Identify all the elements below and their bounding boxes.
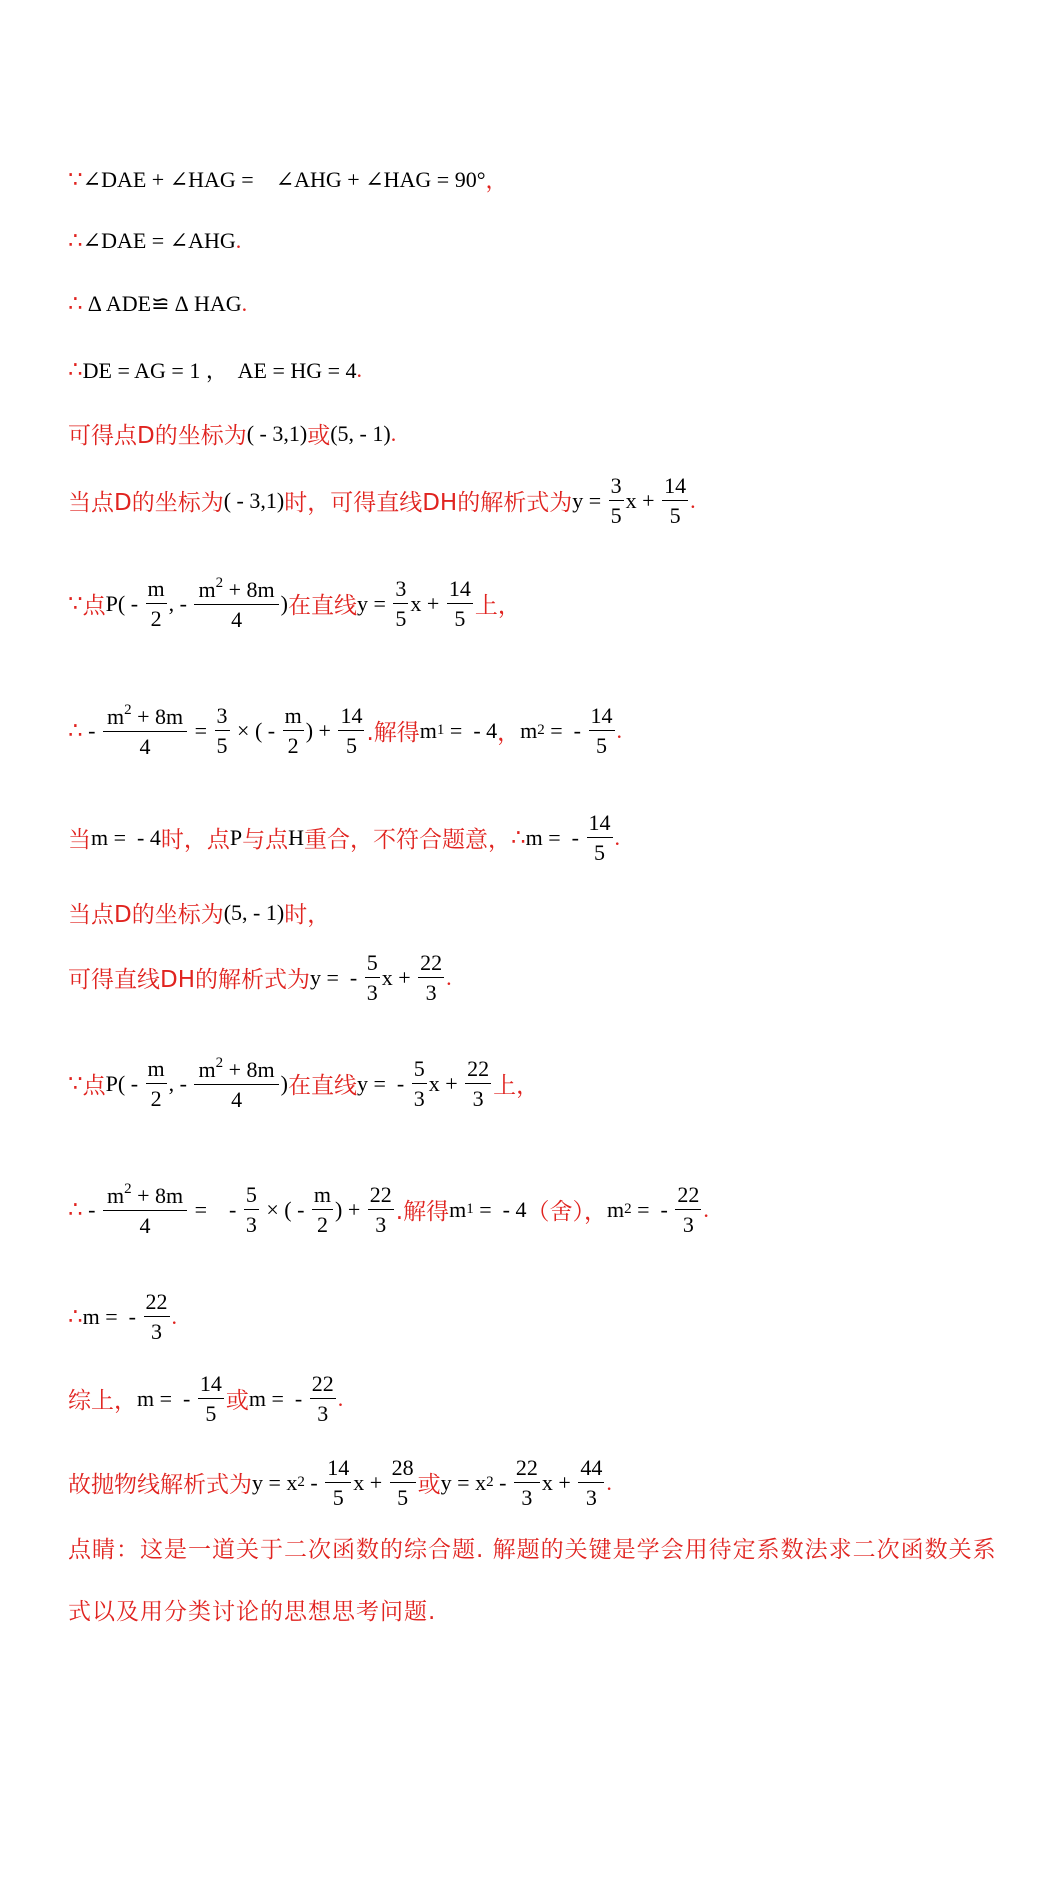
equation-part: × ( - — [231, 717, 281, 743]
proof-line-14 — [68, 1290, 177, 1343]
equation-part: = — [189, 717, 213, 743]
numerator — [103, 703, 187, 732]
fraction — [194, 576, 278, 631]
numerator-rest: + 8m — [131, 704, 184, 729]
angle-equality: ∠DAE = ∠AHG — [82, 228, 236, 253]
variable: m — [449, 1196, 467, 1222]
denominator: 3 — [375, 1212, 387, 1238]
equation-part: x + — [428, 1070, 464, 1096]
numerator: 14 — [325, 1456, 351, 1483]
text-segment: 或 — [225, 1388, 249, 1415]
fraction — [662, 474, 688, 527]
punctuation: . — [606, 1469, 612, 1495]
numerator: m — [146, 577, 167, 604]
fraction — [365, 951, 380, 1004]
subscript: 2 — [537, 722, 545, 739]
equation-part: m = - — [525, 824, 585, 850]
denominator: 3 — [366, 980, 378, 1006]
equation-part: = - — [544, 717, 587, 743]
denominator: 3 — [472, 1086, 484, 1112]
fraction — [310, 1372, 336, 1425]
proof-line-10 — [68, 896, 330, 929]
numerator: 5 — [412, 1057, 427, 1084]
punctuation: . — [235, 228, 242, 253]
text-segment: .解得 — [395, 1199, 450, 1226]
equation-part: , - — [168, 1070, 193, 1096]
therefore-symbol: ∴ — [68, 717, 83, 744]
denominator: 4 — [139, 1213, 151, 1239]
punctuation: . — [390, 420, 397, 446]
punctuation: . — [614, 824, 620, 850]
text-segment: 当点D的坐标为 — [68, 490, 224, 517]
punctuation: ， — [485, 168, 508, 193]
exponent: 2 — [124, 702, 132, 718]
coordinate: ( - 3,1) — [223, 487, 285, 513]
denominator: 3 — [245, 1212, 257, 1238]
fraction — [447, 577, 473, 630]
proof-line-3 — [68, 291, 247, 317]
punctuation: . — [241, 291, 248, 316]
equation-part: x + — [625, 487, 661, 513]
text-segment: 在直线 — [287, 593, 357, 620]
punctuation: . — [337, 1385, 344, 1411]
text-segment: （舍）， — [526, 1199, 607, 1226]
proof-line-6 — [68, 474, 696, 527]
congruence-statement: ∆ ADE≌ ∆ HAG — [82, 291, 242, 316]
equation-part: = - 4 — [444, 717, 498, 743]
denominator: 4 — [231, 607, 243, 633]
therefore-symbol: ∴ — [68, 1196, 83, 1223]
numerator: 22 — [310, 1372, 336, 1399]
proof-line-7 — [68, 576, 521, 631]
angle-equation: ∠DAE + ∠HAG = ∠AHG + ∠HAG = 90° — [82, 166, 486, 192]
numerator: 3 — [215, 704, 230, 731]
numerator: 5 — [365, 951, 380, 978]
denominator: 5 — [332, 1485, 344, 1511]
fraction — [283, 704, 304, 757]
text-segment: 点 — [82, 593, 106, 620]
proof-line-1 — [68, 164, 508, 195]
proof-line-2 — [68, 228, 241, 254]
denominator: 3 — [521, 1485, 533, 1511]
exponent: 2 — [215, 575, 224, 591]
denominator: 5 — [397, 1485, 409, 1511]
numerator: 3 — [393, 577, 408, 604]
punctuation: . — [690, 487, 696, 513]
fraction — [609, 474, 624, 527]
fraction — [465, 1057, 491, 1110]
fraction — [368, 1183, 394, 1236]
punctuation: . — [171, 1303, 177, 1329]
denominator: 2 — [150, 606, 162, 632]
fraction — [587, 811, 613, 864]
fraction — [103, 1182, 187, 1237]
equation-part: x + — [541, 1469, 577, 1495]
equation-part: - — [82, 1196, 101, 1222]
punctuation: . — [616, 717, 622, 743]
numerator-base: m — [106, 704, 125, 729]
numerator-rest: + 8m — [223, 1057, 275, 1082]
numerator: 5 — [244, 1183, 259, 1210]
subscript: 1 — [466, 1201, 474, 1218]
exponent: 2 — [124, 1181, 132, 1197]
text-segment: 与点 — [242, 827, 289, 854]
numerator: 44 — [578, 1456, 604, 1483]
text-segment: 上， — [493, 1073, 540, 1100]
denominator: 4 — [231, 1087, 243, 1113]
denominator: 5 — [610, 503, 622, 529]
equation-part: x + — [353, 1469, 388, 1495]
text-segment: 可得直线DH的解析式为 — [68, 967, 311, 994]
fraction — [146, 577, 167, 630]
point-label: P — [229, 824, 243, 850]
fraction — [312, 1183, 333, 1236]
denominator: 3 — [682, 1212, 694, 1238]
proof-line-13 — [68, 1182, 709, 1237]
exponent: 2 — [215, 1055, 224, 1071]
numerator: 14 — [587, 811, 613, 838]
denominator: 3 — [413, 1086, 425, 1112]
text-segment: 或 — [307, 423, 331, 449]
proof-line-4 — [68, 354, 362, 385]
denominator: 5 — [345, 733, 357, 759]
proof-line-5 — [68, 417, 396, 450]
commentary-paragraph: 点睛：这是一道关于二次函数的综合题. 解题的关键是学会用待定系数法求二次函数关系式以及用分类讨论的思想思考问题. — [68, 1537, 997, 1625]
equation-part: m = - 4 — [91, 824, 161, 850]
numerator-rest: + 8m — [131, 1183, 184, 1208]
equation-part: - — [82, 717, 101, 743]
equation-part: - — [304, 1469, 324, 1495]
proof-line-16 — [68, 1456, 612, 1509]
numerator: m — [283, 704, 304, 731]
equation-part: = - — [189, 1196, 242, 1222]
numerator — [194, 1056, 278, 1085]
proof-line-8 — [68, 703, 622, 758]
exponent: 2 — [486, 1474, 494, 1491]
numerator: 22 — [675, 1183, 701, 1210]
fraction — [589, 704, 615, 757]
text-segment: 时，可得直线DH的解析式为 — [284, 490, 573, 517]
text-segment: 上， — [474, 593, 521, 620]
equation-part: x + — [410, 590, 445, 616]
therefore-symbol: ∴ — [68, 228, 83, 254]
numerator: m — [146, 1057, 167, 1084]
punctuation: . — [446, 964, 452, 990]
because-symbol: ∵ — [68, 166, 83, 193]
numerator: 22 — [368, 1183, 394, 1210]
numerator: 28 — [390, 1456, 416, 1483]
numerator-base: m — [106, 1183, 125, 1208]
therefore-symbol: ∴ — [68, 1303, 83, 1330]
text-segment: .解得 — [366, 720, 420, 747]
fraction — [146, 1057, 167, 1110]
text-segment: 可得点D的坐标为 — [68, 423, 247, 449]
numerator-rest: + 8m — [223, 577, 275, 602]
text-segment: 重合，不符合题意， — [304, 827, 511, 854]
text-segment: 当 — [68, 827, 91, 854]
denominator: 4 — [139, 734, 151, 760]
equation-part: m = - — [82, 1303, 142, 1329]
denominator: 3 — [585, 1485, 597, 1511]
text-segment: 当点D的坐标为 — [68, 902, 224, 928]
coordinate: ( - 3,1) — [246, 420, 308, 446]
numerator: m — [312, 1183, 333, 1210]
text-segment: 在直线 — [287, 1073, 357, 1100]
equation-part: y = — [572, 487, 607, 513]
fraction — [675, 1183, 701, 1236]
subscript: 2 — [624, 1201, 632, 1218]
fraction — [103, 703, 187, 758]
equation-part: ) + — [305, 717, 337, 743]
denominator: 3 — [425, 980, 437, 1006]
denominator: 2 — [316, 1212, 328, 1238]
fraction — [412, 1057, 427, 1110]
equation-part: = - 4 — [473, 1196, 527, 1222]
denominator: 2 — [287, 733, 299, 759]
equation-part: ) — [280, 590, 288, 616]
text-segment: 综上， — [68, 1388, 137, 1415]
numerator: 14 — [338, 704, 364, 731]
punctuation: . — [703, 1196, 709, 1222]
equation-part: ) — [280, 1070, 288, 1096]
equation-part: = - — [631, 1196, 674, 1222]
fraction — [144, 1290, 170, 1343]
proof-line-9 — [68, 811, 620, 864]
fraction — [244, 1183, 259, 1236]
text-segment: ， — [497, 720, 521, 747]
numerator: 22 — [465, 1057, 491, 1084]
equation-part: y = - — [310, 964, 363, 990]
text-segment: 时，点 — [160, 827, 230, 854]
numerator — [103, 1182, 187, 1211]
numerator-base: m — [198, 577, 216, 602]
numerator: 14 — [589, 704, 615, 731]
denominator: 5 — [395, 606, 407, 632]
coordinate: (5, - 1) — [223, 899, 285, 925]
coordinate: (5, - 1) — [330, 420, 391, 446]
equation-part: - — [493, 1469, 512, 1495]
fraction — [390, 1456, 416, 1509]
text-segment: 点 — [82, 1073, 106, 1100]
proof-line-15 — [68, 1372, 343, 1425]
numerator: 22 — [418, 951, 444, 978]
fraction — [325, 1456, 351, 1509]
numerator — [194, 576, 278, 605]
numerator: 14 — [198, 1372, 224, 1399]
fraction — [198, 1372, 224, 1425]
fraction — [578, 1456, 604, 1509]
therefore-symbol: ∴ — [68, 291, 83, 317]
text-segment: 时， — [284, 902, 331, 928]
fraction — [418, 951, 444, 1004]
equation-part: x + — [381, 964, 417, 990]
equation-part: ) + — [335, 1196, 366, 1222]
denominator: 3 — [151, 1319, 162, 1345]
denominator: 2 — [150, 1086, 162, 1112]
fraction — [194, 1056, 278, 1111]
fraction — [338, 704, 364, 757]
subscript: 1 — [436, 722, 445, 739]
proof-line-12 — [68, 1056, 539, 1111]
text-segment: 故抛物线解析式为 — [68, 1472, 252, 1499]
denominator: 5 — [594, 840, 605, 866]
denominator: 5 — [596, 733, 607, 759]
exponent: 2 — [297, 1474, 305, 1491]
text-segment: 或 — [417, 1472, 441, 1499]
punctuation: . — [356, 356, 363, 382]
denominator: 5 — [454, 606, 466, 632]
denominator: 5 — [205, 1401, 217, 1427]
equation-part: × ( - — [260, 1196, 310, 1222]
fraction — [215, 704, 230, 757]
equation-part: y = x — [252, 1469, 298, 1495]
denominator: 5 — [216, 733, 228, 759]
numerator: 14 — [662, 474, 688, 501]
equation-part: m = - — [137, 1385, 196, 1411]
equation-part: y = — [356, 590, 392, 616]
numerator-base: m — [198, 1057, 216, 1082]
equation-part: P( - — [105, 1070, 144, 1096]
denominator: 3 — [317, 1401, 329, 1427]
length-equalities: DE = AG = 1 ， AE = HG = 4 — [82, 358, 357, 383]
fraction — [514, 1456, 540, 1509]
equation-part: , - — [168, 590, 193, 616]
numerator: 3 — [609, 474, 624, 501]
therefore-symbol: ∴ — [68, 356, 83, 383]
equation-part: y = x — [440, 1469, 487, 1495]
variable: m — [419, 717, 437, 743]
variable: m — [606, 1196, 625, 1222]
proof-line-11 — [68, 951, 452, 1004]
because-symbol: ∵ — [68, 1070, 83, 1097]
point-label: H — [288, 824, 304, 850]
therefore-symbol: ∴ — [511, 824, 526, 851]
numerator: 22 — [514, 1456, 540, 1483]
equation-part: P( - — [105, 590, 144, 616]
denominator: 5 — [669, 503, 681, 529]
variable: m — [520, 717, 538, 743]
equation-part: y = - — [356, 1070, 410, 1096]
numerator: 14 — [447, 577, 473, 604]
numerator: 22 — [144, 1290, 170, 1317]
equation-part: m = - — [248, 1385, 308, 1411]
because-symbol: ∵ — [68, 590, 83, 617]
fraction — [393, 577, 408, 630]
